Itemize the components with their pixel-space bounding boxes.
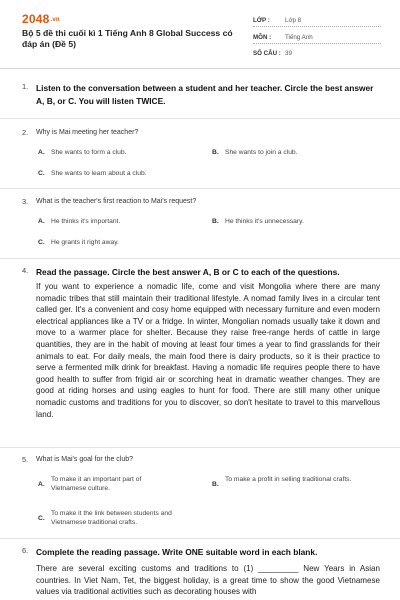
divider — [0, 118, 400, 119]
question-number: 1. — [22, 82, 29, 91]
meta-divider — [253, 43, 381, 44]
logo-text: 2048 — [22, 12, 50, 26]
meta-value: 39 — [285, 50, 292, 57]
question-text: Complete the reading passage. Write ONE suitable word in each blank. — [36, 547, 318, 557]
site-logo[interactable] — [22, 12, 60, 26]
divider — [0, 258, 400, 259]
meta-class — [253, 17, 381, 24]
question-number: 5. — [22, 455, 29, 464]
meta-key: SỐ CÂU : — [253, 50, 281, 57]
logo-domain: .vn — [50, 16, 60, 23]
question-number: 3. — [22, 197, 29, 206]
question-2: 2. Why is Mai meeting her teacher? A. She wants to form a club. B. She wants to join a club. C. She wants to learn about a club. — [22, 128, 380, 178]
document-title: Bộ 5 đề thi cuối kì 1 Tiếng Anh 8 Global Success có đáp án (Đề 5) — [22, 28, 233, 49]
meta-key: LỚP : — [253, 17, 270, 24]
divider — [0, 188, 400, 189]
meta-subject — [253, 34, 381, 41]
meta-value: Tiếng Anh — [285, 34, 313, 41]
question-text: Why is Mai meeting her teacher? — [36, 129, 139, 136]
divider — [0, 447, 400, 448]
question-3: 3. What is the teacher's first reaction to Mai's request? A. He thinks it's important. B. He thinks it's unnecessary. C. He grants it right away. — [22, 197, 380, 249]
question-number: 6. — [22, 546, 29, 555]
document-header — [0, 0, 400, 69]
question-number: 4. — [22, 266, 29, 275]
question-5: 5. What is Mai's goal for the club? A. To make it an important part of Vietnamese culture. B. To make a profit in selling traditional crafts. C. To make it the link between students and Vietnamese traditional crafts. — [22, 455, 380, 535]
divider — [0, 538, 400, 539]
reading-passage: There are several exciting customs and traditions to (1) _________ New Years in Asian countries. In Viet Nam, Tet, the biggest holiday, is a great time to show the good Vietnamese values via traditional activities such as decorating houses with — [36, 564, 380, 597]
question-text: What is Mai's goal for the club? — [36, 456, 134, 463]
question-1 — [22, 82, 380, 112]
meta-key: MÔN : — [253, 34, 272, 41]
question-text: Read the passage. Circle the best answer A, B or C to each of the questions. — [36, 267, 340, 277]
question-number: 2. — [22, 128, 29, 137]
meta-count — [253, 50, 381, 57]
meta-divider — [253, 26, 381, 27]
reading-passage: If you want to experience a nomadic life, come and visit Mongolia where there are many nomadic tribes that still maintain their traditional lifestyle. A nomad family lives in a circular tent called ger. It's a convenient and cosy home equipped with necessary furniture and even modern electrical appliances like a TV or a fridge. In winter, Mongolian nomads usually take it down and move to a warmer place for shelter. Because they raise free-range herds of cattle in large quantities, they are in the habit of moving at least four times a year to find grasslands for their animals to eat. For daily meals, the main food there is dairy products, so it is their practice to serve a fermented milk drink for breakfast. Having a nomadic life requires people there to have good health to suffer from frigid air or scorching heat in dramatic weather changes. They are good at riding horses and using eagles to hunt for food. There are still many other unique nomadic customs and traditions for you to discover, so don't hesitate to travel to this marvellous land. — [36, 282, 380, 419]
question-4 — [22, 266, 380, 280]
question-text: What is the teacher's first reaction to Mai's request? — [36, 198, 197, 205]
question-6 — [22, 546, 380, 560]
meta-value: Lớp 8 — [285, 17, 302, 24]
question-text: Listen to the conversation between a student and her teacher. Circle the best answer A, B, or C. You will listen TWICE. — [36, 83, 374, 106]
